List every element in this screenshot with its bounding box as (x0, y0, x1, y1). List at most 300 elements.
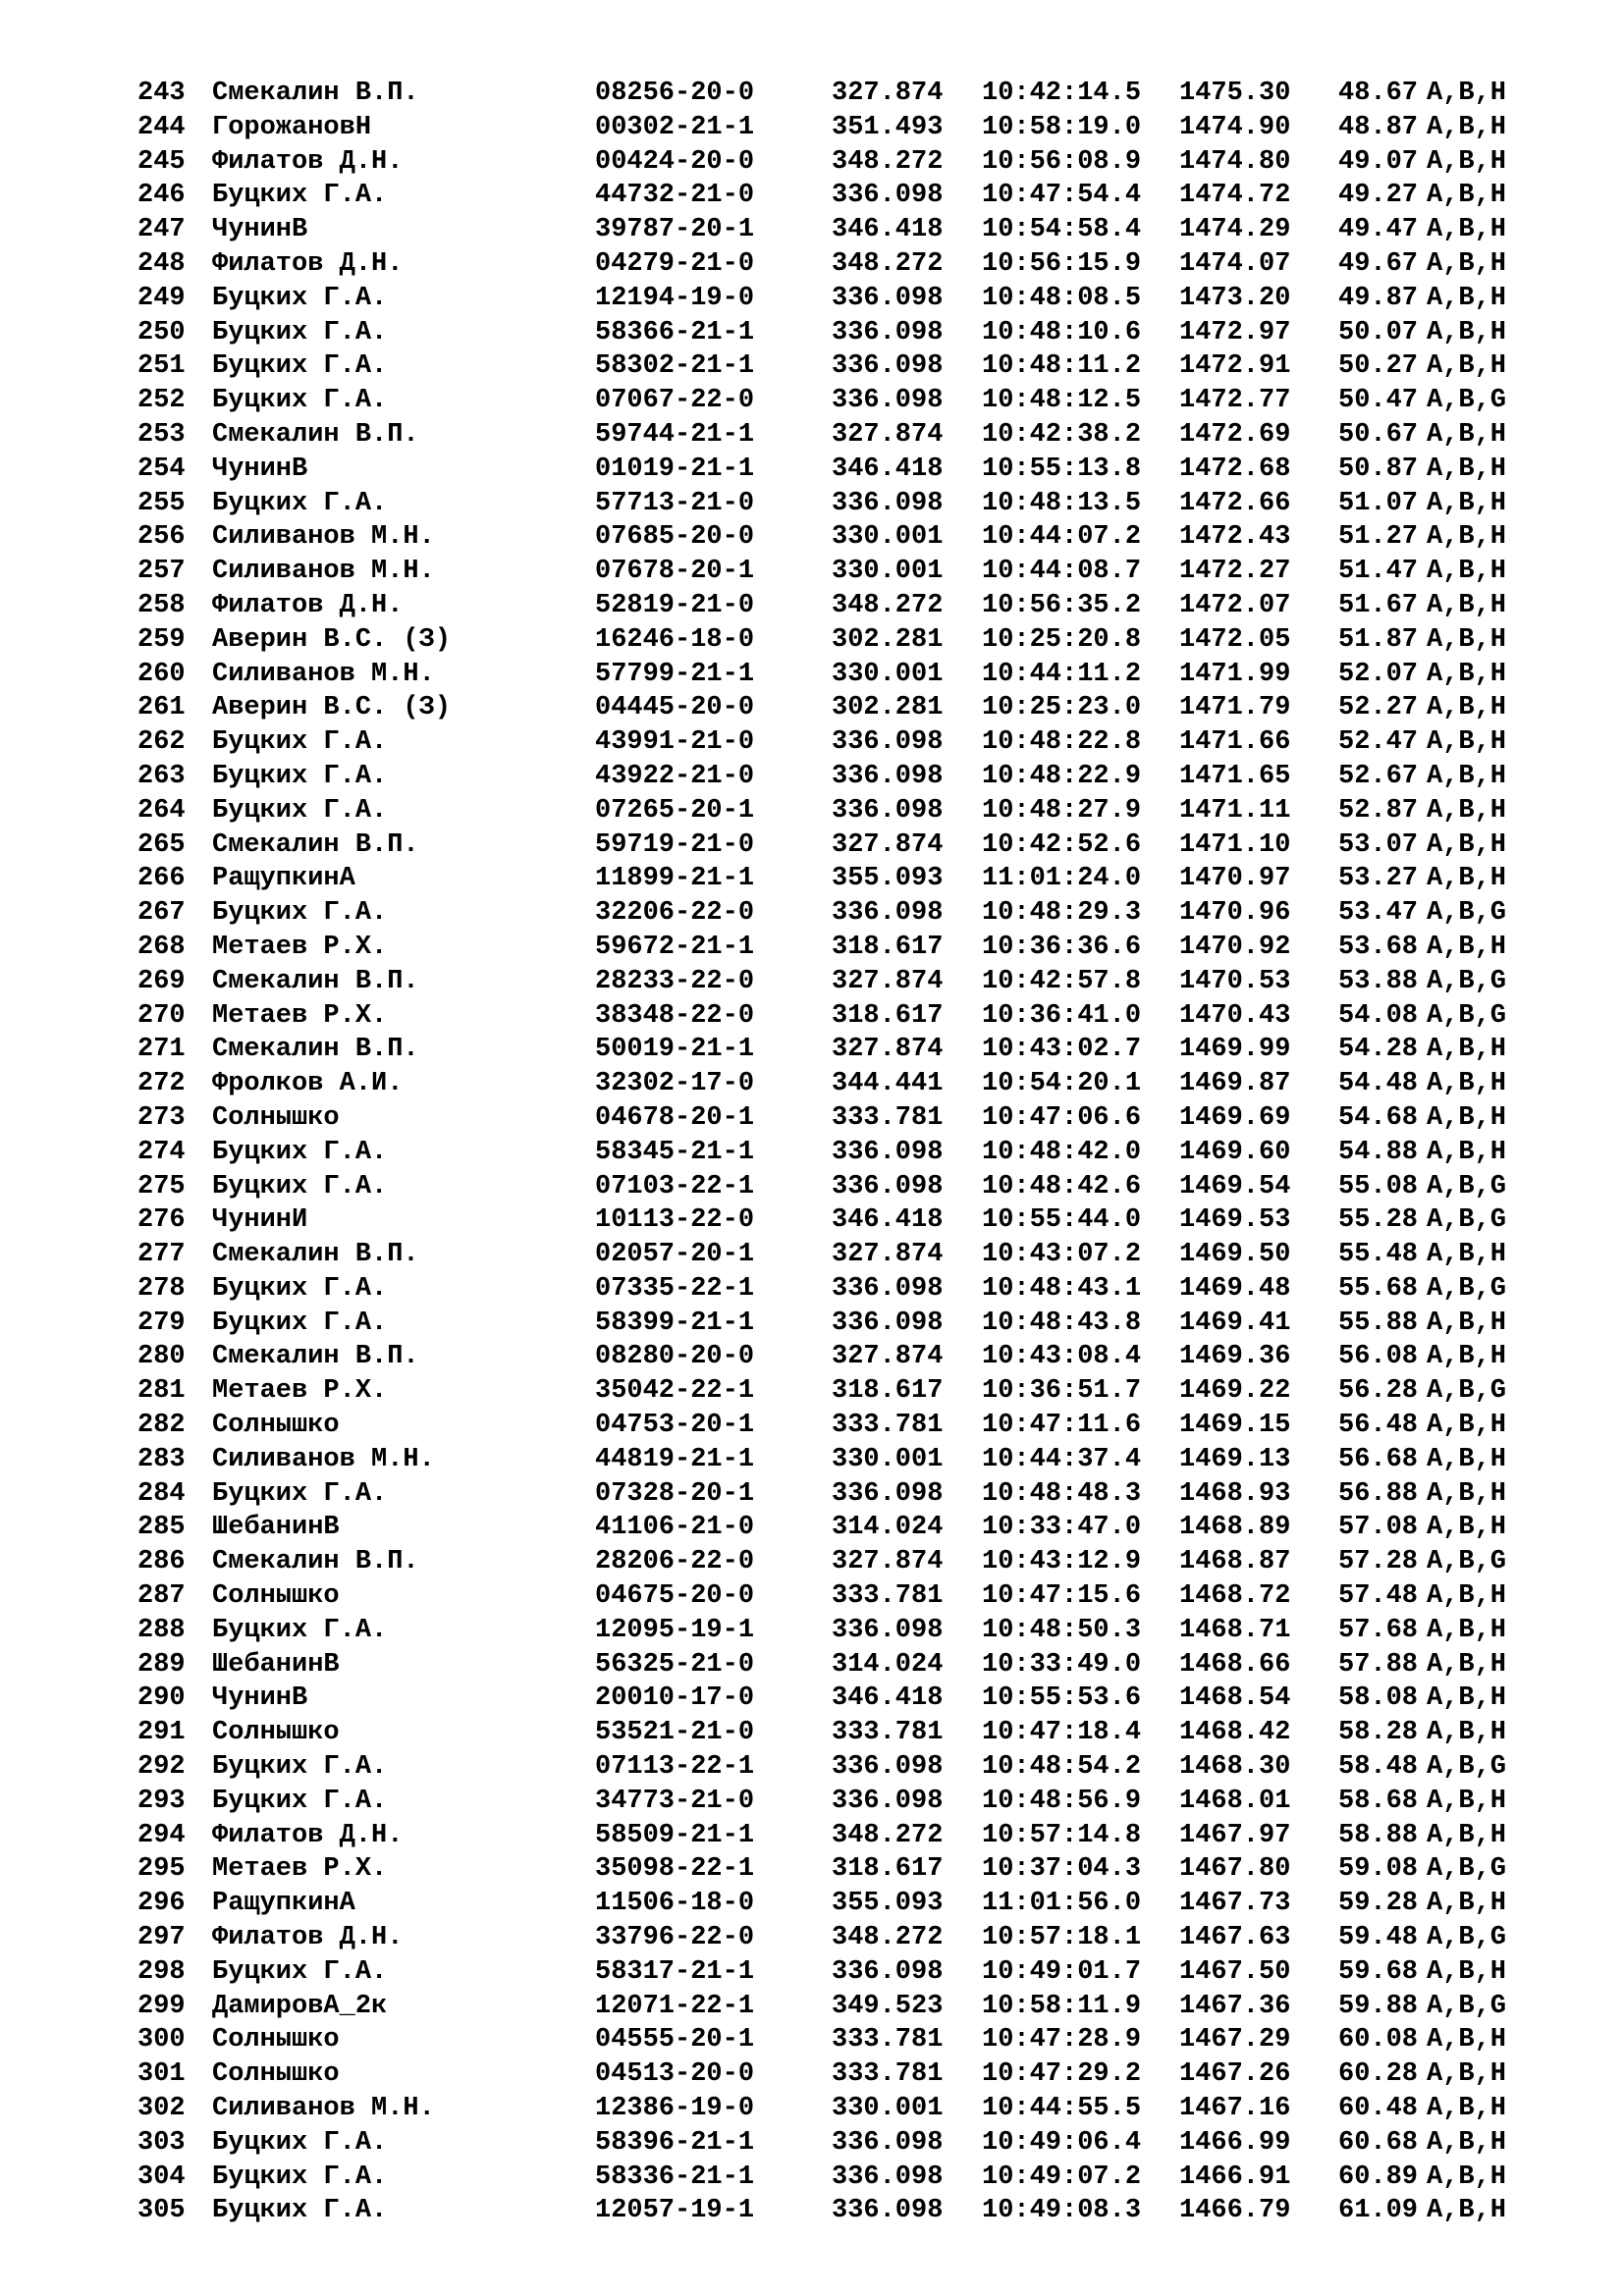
cell-speed: 1468.30 (1179, 1752, 1291, 1783)
cell-speed: 1467.26 (1179, 2059, 1291, 2090)
cell-flags: A,B,H (1427, 1786, 1507, 1816)
cell-ring-number: 02057-20-1 (595, 1240, 755, 1270)
cell-arrival-time: 11:01:24.0 (982, 864, 1142, 894)
cell-fancier-name: Буцких Г.А. (212, 181, 388, 211)
cell-arrival-time: 10:48:10.6 (982, 317, 1142, 347)
cell-distance: 327.874 (832, 1035, 944, 1065)
cell-ring-number: 32206-22-0 (595, 898, 755, 929)
cell-arrival-time: 10:43:12.9 (982, 1547, 1142, 1577)
cell-ring-number: 07335-22-1 (595, 1273, 755, 1304)
cell-distance: 327.874 (832, 79, 944, 108)
cell-flags: A,B,H (1427, 932, 1507, 962)
cell-ring-number: 39787-20-1 (595, 215, 755, 245)
cell-fancier-name: Солнышко (212, 1411, 340, 1441)
cell-ring-number: 01019-21-1 (595, 454, 755, 484)
cell-place: 252 (137, 386, 186, 416)
cell-flags: A,B,H (1427, 317, 1507, 347)
cell-ring-number: 35042-22-1 (595, 1376, 755, 1407)
cell-distance: 318.617 (832, 932, 944, 962)
cell-speed: 1467.29 (1179, 2025, 1291, 2056)
cell-distance: 346.418 (832, 1205, 944, 1236)
cell-flags: A,B,H (1427, 1308, 1507, 1338)
cell-speed: 1470.97 (1179, 864, 1291, 894)
cell-flags: A,B,G (1427, 1547, 1507, 1577)
cell-fancier-name: Смекалин В.П. (212, 79, 419, 108)
cell-speed: 1474.07 (1179, 248, 1291, 279)
cell-flags: A,B,H (1427, 2025, 1507, 2056)
cell-fancier-name: Буцких Г.А. (212, 351, 388, 382)
cell-distance: 327.874 (832, 419, 944, 450)
cell-points: 51.27 (1338, 522, 1419, 553)
cell-points: 49.27 (1338, 181, 1419, 211)
cell-ring-number: 10113-22-0 (595, 1205, 755, 1236)
cell-arrival-time: 10:48:56.9 (982, 1786, 1142, 1816)
cell-points: 51.07 (1338, 488, 1419, 518)
cell-place: 289 (137, 1649, 186, 1680)
cell-distance: 336.098 (832, 727, 944, 758)
cell-place: 264 (137, 795, 186, 826)
cell-flags: A,B,H (1427, 829, 1507, 860)
cell-points: 56.48 (1338, 1411, 1419, 1441)
cell-points: 50.07 (1338, 317, 1419, 347)
cell-fancier-name: Смекалин В.П. (212, 1035, 419, 1065)
cell-ring-number: 43922-21-0 (595, 761, 755, 791)
cell-arrival-time: 10:55:13.8 (982, 454, 1142, 484)
cell-points: 59.08 (1338, 1854, 1419, 1885)
cell-arrival-time: 10:56:15.9 (982, 248, 1142, 279)
cell-distance: 330.001 (832, 659, 944, 689)
cell-distance: 333.781 (832, 2025, 944, 2056)
cell-flags: A,B,H (1427, 727, 1507, 758)
cell-distance: 336.098 (832, 2196, 944, 2226)
cell-speed: 1471.79 (1179, 693, 1291, 723)
cell-arrival-time: 10:56:35.2 (982, 590, 1142, 620)
cell-fancier-name: Солнышко (212, 1718, 340, 1748)
cell-fancier-name: Буцких Г.А. (212, 1786, 388, 1816)
cell-flags: A,B,H (1427, 795, 1507, 826)
cell-flags: A,B,H (1427, 1615, 1507, 1645)
cell-flags: A,B,G (1427, 1000, 1507, 1031)
cell-place: 256 (137, 522, 186, 553)
cell-distance: 336.098 (832, 1171, 944, 1201)
cell-arrival-time: 10:48:22.9 (982, 761, 1142, 791)
cell-fancier-name: Филатов Д.Н. (212, 146, 404, 177)
cell-points: 48.67 (1338, 79, 1419, 108)
cell-distance: 346.418 (832, 454, 944, 484)
cell-ring-number: 52819-21-0 (595, 590, 755, 620)
cell-fancier-name: Силиванов М.Н. (212, 2094, 435, 2124)
cell-flags: A,B,H (1427, 215, 1507, 245)
cell-arrival-time: 10:55:44.0 (982, 1205, 1142, 1236)
cell-speed: 1470.53 (1179, 966, 1291, 996)
cell-place: 260 (137, 659, 186, 689)
cell-arrival-time: 10:58:11.9 (982, 1991, 1142, 2021)
cell-fancier-name: РащупкинА (212, 1889, 355, 1919)
cell-points: 55.48 (1338, 1240, 1419, 1270)
cell-points: 52.07 (1338, 659, 1419, 689)
cell-flags: A,B,G (1427, 1991, 1507, 2021)
cell-arrival-time: 10:36:51.7 (982, 1376, 1142, 1407)
cell-points: 54.08 (1338, 1000, 1419, 1031)
cell-arrival-time: 10:49:06.4 (982, 2127, 1142, 2158)
cell-ring-number: 11899-21-1 (595, 864, 755, 894)
cell-arrival-time: 10:33:49.0 (982, 1649, 1142, 1680)
cell-distance: 351.493 (832, 112, 944, 142)
cell-distance: 346.418 (832, 1683, 944, 1714)
cell-points: 57.08 (1338, 1513, 1419, 1543)
cell-place: 299 (137, 1991, 186, 2021)
cell-place: 287 (137, 1581, 186, 1612)
cell-flags: A,B,H (1427, 79, 1507, 108)
cell-points: 51.87 (1338, 624, 1419, 655)
cell-fancier-name: Силиванов М.Н. (212, 1444, 435, 1474)
cell-points: 49.07 (1338, 146, 1419, 177)
cell-ring-number: 53521-21-0 (595, 1718, 755, 1748)
cell-flags: A,B,H (1427, 283, 1507, 313)
cell-arrival-time: 10:48:11.2 (982, 351, 1142, 382)
cell-place: 276 (137, 1205, 186, 1236)
cell-speed: 1469.50 (1179, 1240, 1291, 1270)
cell-ring-number: 28233-22-0 (595, 966, 755, 996)
cell-arrival-time: 10:47:11.6 (982, 1411, 1142, 1441)
cell-points: 50.47 (1338, 386, 1419, 416)
cell-distance: 355.093 (832, 864, 944, 894)
cell-place: 261 (137, 693, 186, 723)
cell-fancier-name: Буцких Г.А. (212, 283, 388, 313)
cell-ring-number: 50019-21-1 (595, 1035, 755, 1065)
cell-ring-number: 12095-19-1 (595, 1615, 755, 1645)
cell-fancier-name: Аверин В.С. (З) (212, 693, 452, 723)
cell-ring-number: 07067-22-0 (595, 386, 755, 416)
cell-flags: A,B,H (1427, 2162, 1507, 2192)
cell-distance: 327.874 (832, 1240, 944, 1270)
cell-distance: 336.098 (832, 1308, 944, 1338)
cell-flags: A,B,H (1427, 1956, 1507, 1987)
cell-arrival-time: 10:36:41.0 (982, 1000, 1142, 1031)
cell-ring-number: 43991-21-0 (595, 727, 755, 758)
cell-distance: 336.098 (832, 1137, 944, 1167)
cell-place: 255 (137, 488, 186, 518)
cell-place: 271 (137, 1035, 186, 1065)
cell-flags: A,B,G (1427, 1854, 1507, 1885)
cell-points: 59.48 (1338, 1923, 1419, 1953)
cell-fancier-name: Буцких Г.А. (212, 727, 388, 758)
cell-arrival-time: 10:49:08.3 (982, 2196, 1142, 2226)
cell-distance: 336.098 (832, 1956, 944, 1987)
cell-speed: 1472.69 (1179, 419, 1291, 450)
cell-arrival-time: 10:48:13.5 (982, 488, 1142, 518)
cell-place: 266 (137, 864, 186, 894)
cell-points: 57.88 (1338, 1649, 1419, 1680)
cell-speed: 1467.36 (1179, 1991, 1291, 2021)
cell-ring-number: 12057-19-1 (595, 2196, 755, 2226)
cell-flags: A,B,H (1427, 1342, 1507, 1372)
cell-points: 56.68 (1338, 1444, 1419, 1474)
cell-fancier-name: Метаев Р.Х. (212, 1854, 388, 1885)
cell-fancier-name: Силиванов М.Н. (212, 522, 435, 553)
cell-arrival-time: 10:43:02.7 (982, 1035, 1142, 1065)
cell-flags: A,B,G (1427, 1376, 1507, 1407)
cell-flags: A,B,H (1427, 2127, 1507, 2158)
cell-place: 291 (137, 1718, 186, 1748)
cell-arrival-time: 10:56:08.9 (982, 146, 1142, 177)
cell-flags: A,B,H (1427, 1478, 1507, 1509)
cell-points: 59.68 (1338, 1956, 1419, 1987)
cell-distance: 336.098 (832, 386, 944, 416)
cell-points: 50.67 (1338, 419, 1419, 450)
cell-speed: 1466.91 (1179, 2162, 1291, 2192)
cell-place: 244 (137, 112, 186, 142)
cell-place: 292 (137, 1752, 186, 1783)
cell-fancier-name: Метаев Р.Х. (212, 1000, 388, 1031)
cell-place: 295 (137, 1854, 186, 1885)
cell-speed: 1473.20 (1179, 283, 1291, 313)
cell-arrival-time: 10:47:18.4 (982, 1718, 1142, 1748)
cell-ring-number: 41106-21-0 (595, 1513, 755, 1543)
cell-speed: 1474.90 (1179, 112, 1291, 142)
cell-speed: 1472.91 (1179, 351, 1291, 382)
cell-points: 58.88 (1338, 1820, 1419, 1850)
cell-arrival-time: 10:36:36.6 (982, 932, 1142, 962)
cell-place: 298 (137, 1956, 186, 1987)
cell-ring-number: 57713-21-0 (595, 488, 755, 518)
cell-ring-number: 58366-21-1 (595, 317, 755, 347)
cell-fancier-name: Буцких Г.А. (212, 898, 388, 929)
cell-place: 293 (137, 1786, 186, 1816)
cell-ring-number: 44732-21-0 (595, 181, 755, 211)
cell-points: 52.87 (1338, 795, 1419, 826)
cell-points: 60.68 (1338, 2127, 1419, 2158)
cell-arrival-time: 10:42:52.6 (982, 829, 1142, 860)
cell-ring-number: 04555-20-1 (595, 2025, 755, 2056)
cell-arrival-time: 10:25:23.0 (982, 693, 1142, 723)
cell-distance: 330.001 (832, 557, 944, 587)
cell-fancier-name: Силиванов М.Н. (212, 659, 435, 689)
cell-arrival-time: 10:42:14.5 (982, 79, 1142, 108)
cell-points: 48.87 (1338, 112, 1419, 142)
cell-distance: 355.093 (832, 1889, 944, 1919)
cell-flags: A,B,H (1427, 1718, 1507, 1748)
cell-arrival-time: 10:47:06.6 (982, 1102, 1142, 1133)
cell-fancier-name: Буцких Г.А. (212, 2162, 388, 2192)
cell-ring-number: 58302-21-1 (595, 351, 755, 382)
cell-place: 304 (137, 2162, 186, 2192)
cell-ring-number: 07265-20-1 (595, 795, 755, 826)
cell-speed: 1470.43 (1179, 1000, 1291, 1031)
cell-speed: 1469.53 (1179, 1205, 1291, 1236)
cell-fancier-name: Буцких Г.А. (212, 1137, 388, 1167)
cell-arrival-time: 10:48:08.5 (982, 283, 1142, 313)
cell-ring-number: 33796-22-0 (595, 1923, 755, 1953)
cell-points: 57.68 (1338, 1615, 1419, 1645)
cell-distance: 336.098 (832, 317, 944, 347)
cell-fancier-name: Буцких Г.А. (212, 2127, 388, 2158)
cell-points: 57.48 (1338, 1581, 1419, 1612)
cell-speed: 1469.60 (1179, 1137, 1291, 1167)
cell-ring-number: 07103-22-1 (595, 1171, 755, 1201)
cell-fancier-name: Буцких Г.А. (212, 761, 388, 791)
cell-place: 280 (137, 1342, 186, 1372)
cell-distance: 336.098 (832, 898, 944, 929)
cell-distance: 327.874 (832, 829, 944, 860)
cell-arrival-time: 10:43:08.4 (982, 1342, 1142, 1372)
cell-distance: 330.001 (832, 2094, 944, 2124)
cell-speed: 1468.66 (1179, 1649, 1291, 1680)
cell-arrival-time: 10:48:48.3 (982, 1478, 1142, 1509)
cell-ring-number: 58396-21-1 (595, 2127, 755, 2158)
cell-speed: 1474.80 (1179, 146, 1291, 177)
cell-place: 246 (137, 181, 186, 211)
cell-speed: 1469.13 (1179, 1444, 1291, 1474)
cell-arrival-time: 10:54:58.4 (982, 215, 1142, 245)
cell-fancier-name: Буцких Г.А. (212, 1308, 388, 1338)
cell-flags: A,B,G (1427, 966, 1507, 996)
cell-distance: 336.098 (832, 1786, 944, 1816)
cell-points: 54.88 (1338, 1137, 1419, 1167)
cell-distance: 348.272 (832, 1820, 944, 1850)
cell-fancier-name: Буцких Г.А. (212, 1171, 388, 1201)
cell-place: 279 (137, 1308, 186, 1338)
cell-ring-number: 04678-20-1 (595, 1102, 755, 1133)
cell-ring-number: 59672-21-1 (595, 932, 755, 962)
cell-fancier-name: Смекалин В.П. (212, 966, 419, 996)
cell-place: 247 (137, 215, 186, 245)
cell-flags: A,B,H (1427, 181, 1507, 211)
cell-fancier-name: Метаев Р.Х. (212, 1376, 388, 1407)
cell-flags: A,B,H (1427, 2196, 1507, 2226)
cell-arrival-time: 10:44:08.7 (982, 557, 1142, 587)
cell-fancier-name: Буцких Г.А. (212, 1478, 388, 1509)
cell-arrival-time: 10:48:27.9 (982, 795, 1142, 826)
cell-fancier-name: ШебанинВ (212, 1649, 340, 1680)
cell-place: 254 (137, 454, 186, 484)
cell-speed: 1472.68 (1179, 454, 1291, 484)
cell-speed: 1470.96 (1179, 898, 1291, 929)
cell-ring-number: 59744-21-1 (595, 419, 755, 450)
cell-arrival-time: 10:37:04.3 (982, 1854, 1142, 1885)
cell-speed: 1468.01 (1179, 1786, 1291, 1816)
cell-place: 302 (137, 2094, 186, 2124)
cell-flags: A,B,G (1427, 1923, 1507, 1953)
cell-speed: 1468.93 (1179, 1478, 1291, 1509)
cell-speed: 1472.66 (1179, 488, 1291, 518)
cell-arrival-time: 10:47:54.4 (982, 181, 1142, 211)
cell-place: 300 (137, 2025, 186, 2056)
cell-speed: 1471.10 (1179, 829, 1291, 860)
cell-points: 58.48 (1338, 1752, 1419, 1783)
cell-points: 59.88 (1338, 1991, 1419, 2021)
cell-speed: 1468.89 (1179, 1513, 1291, 1543)
cell-ring-number: 35098-22-1 (595, 1854, 755, 1885)
cell-ring-number: 32302-17-0 (595, 1069, 755, 1099)
cell-flags: A,B,H (1427, 659, 1507, 689)
cell-points: 55.08 (1338, 1171, 1419, 1201)
cell-speed: 1469.36 (1179, 1342, 1291, 1372)
cell-speed: 1469.54 (1179, 1171, 1291, 1201)
cell-place: 277 (137, 1240, 186, 1270)
cell-points: 50.87 (1338, 454, 1419, 484)
cell-speed: 1467.80 (1179, 1854, 1291, 1885)
cell-arrival-time: 10:33:47.0 (982, 1513, 1142, 1543)
cell-ring-number: 12071-22-1 (595, 1991, 755, 2021)
cell-arrival-time: 10:44:07.2 (982, 522, 1142, 553)
cell-points: 52.67 (1338, 761, 1419, 791)
cell-distance: 302.281 (832, 693, 944, 723)
cell-ring-number: 07328-20-1 (595, 1478, 755, 1509)
cell-flags: A,B,H (1427, 761, 1507, 791)
cell-speed: 1471.65 (1179, 761, 1291, 791)
cell-distance: 318.617 (832, 1000, 944, 1031)
cell-points: 53.07 (1338, 829, 1419, 860)
cell-distance: 336.098 (832, 1273, 944, 1304)
cell-distance: 333.781 (832, 2059, 944, 2090)
cell-points: 54.48 (1338, 1069, 1419, 1099)
cell-fancier-name: Буцких Г.А. (212, 488, 388, 518)
cell-flags: A,B,H (1427, 557, 1507, 587)
cell-arrival-time: 10:47:28.9 (982, 2025, 1142, 2056)
cell-points: 53.27 (1338, 864, 1419, 894)
cell-fancier-name: ГорожановН (212, 112, 372, 142)
cell-fancier-name: Смекалин В.П. (212, 829, 419, 860)
cell-fancier-name: Буцких Г.А. (212, 2196, 388, 2226)
cell-fancier-name: ЧунинВ (212, 1683, 308, 1714)
cell-arrival-time: 10:48:43.1 (982, 1273, 1142, 1304)
cell-fancier-name: Смекалин В.П. (212, 1547, 419, 1577)
cell-place: 259 (137, 624, 186, 655)
cell-fancier-name: Филатов Д.Н. (212, 1923, 404, 1953)
cell-place: 243 (137, 79, 186, 108)
cell-flags: A,B,G (1427, 1273, 1507, 1304)
cell-ring-number: 00302-21-1 (595, 112, 755, 142)
cell-distance: 302.281 (832, 624, 944, 655)
cell-arrival-time: 10:44:11.2 (982, 659, 1142, 689)
cell-ring-number: 11506-18-0 (595, 1889, 755, 1919)
cell-place: 285 (137, 1513, 186, 1543)
cell-ring-number: 38348-22-0 (595, 1000, 755, 1031)
cell-arrival-time: 10:55:53.6 (982, 1683, 1142, 1714)
cell-fancier-name: Смекалин В.П. (212, 419, 419, 450)
cell-place: 284 (137, 1478, 186, 1509)
cell-place: 251 (137, 351, 186, 382)
cell-ring-number: 58509-21-1 (595, 1820, 755, 1850)
cell-flags: A,B,G (1427, 898, 1507, 929)
cell-place: 272 (137, 1069, 186, 1099)
cell-place: 267 (137, 898, 186, 929)
cell-flags: A,B,H (1427, 488, 1507, 518)
cell-points: 58.68 (1338, 1786, 1419, 1816)
cell-flags: A,B,H (1427, 1069, 1507, 1099)
cell-ring-number: 08280-20-0 (595, 1342, 755, 1372)
cell-distance: 327.874 (832, 966, 944, 996)
cell-distance: 333.781 (832, 1581, 944, 1612)
cell-points: 60.08 (1338, 2025, 1419, 2056)
cell-ring-number: 12194-19-0 (595, 283, 755, 313)
cell-flags: A,B,H (1427, 2059, 1507, 2090)
cell-arrival-time: 10:42:57.8 (982, 966, 1142, 996)
cell-distance: 333.781 (832, 1718, 944, 1748)
cell-distance: 327.874 (832, 1547, 944, 1577)
cell-distance: 333.781 (832, 1102, 944, 1133)
cell-points: 53.47 (1338, 898, 1419, 929)
cell-arrival-time: 10:48:29.3 (982, 898, 1142, 929)
cell-distance: 336.098 (832, 351, 944, 382)
cell-flags: A,B,H (1427, 1820, 1507, 1850)
cell-place: 283 (137, 1444, 186, 1474)
cell-fancier-name: Солнышко (212, 2025, 340, 2056)
cell-distance: 348.272 (832, 1923, 944, 1953)
cell-ring-number: 04279-21-0 (595, 248, 755, 279)
cell-place: 249 (137, 283, 186, 313)
